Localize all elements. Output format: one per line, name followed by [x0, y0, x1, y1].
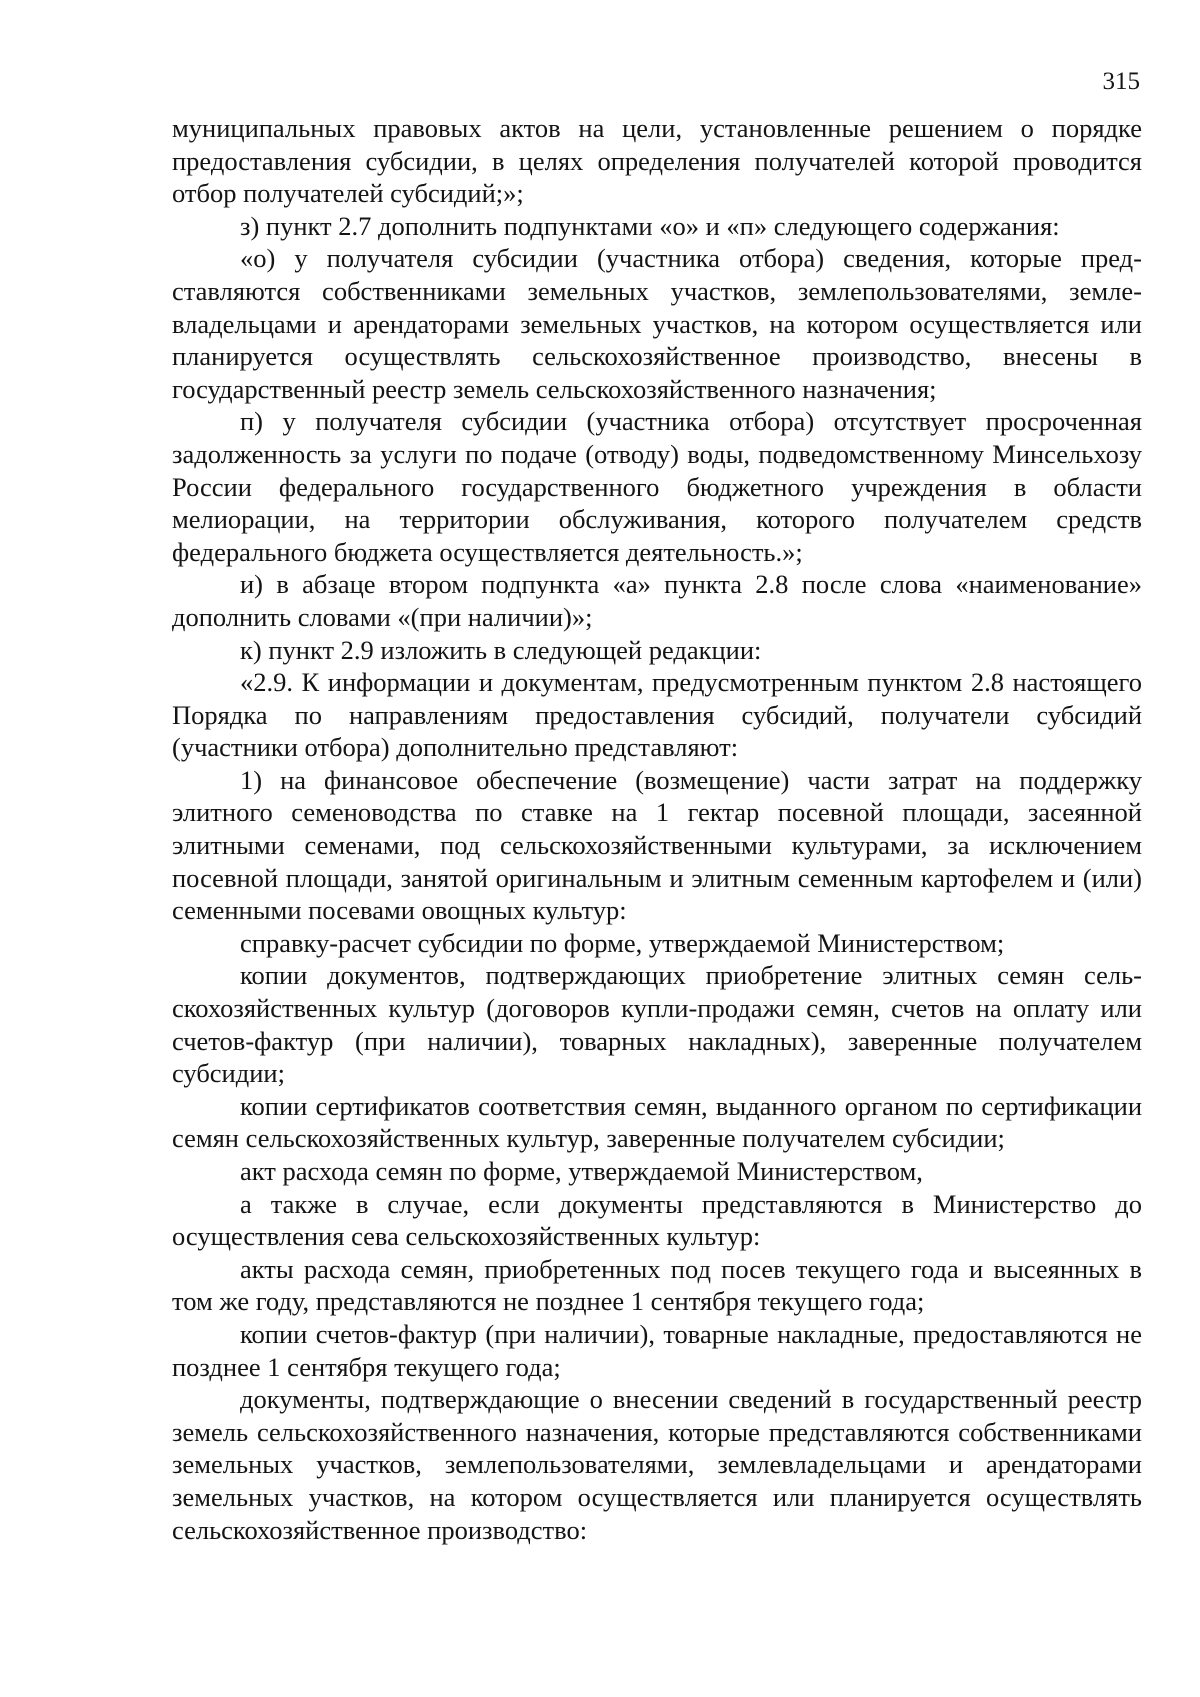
- paragraph: а также в случае, если документы представляются в Министерство до осуществления сева сельскохозяйственных культур:: [172, 1188, 1142, 1252]
- paragraph: 1) на финансовое обеспечение (возмещение) части затрат на поддержку элитного семеноводства по ставке на 1 гектар посевной площади, засеянной элитными семенами, под сельскохозяйственными культурами, за исключением посевной площади, занятой оригинальным и элитным семенным картофелем и (или) семенными посевами овощных культур:: [172, 764, 1142, 926]
- paragraph: «2.9. К информации и документам, предусмотренным пунктом 2.8 настоящего Порядка по направлениям предоставления субсидий, получатели субсидий (участники отбора) дополнительно представляют:: [172, 667, 1142, 763]
- body-text: [172, 112, 1142, 1546]
- paragraph: копии сертификатов соответствия семян, выданного органом по сертификации семян сельскохозяйственных культур, заверенные получателем субсидии;: [172, 1090, 1142, 1154]
- page-number: 315: [1102, 68, 1140, 95]
- paragraph: акты расхода семян, приобретенных под посев текущего года и высеянных в том же году, представляются не позднее 1 сентября текущего года;: [172, 1253, 1142, 1317]
- paragraph: з) пункт 2.7 дополнить подпунктами «о» и «п» следующего содержания:: [240, 210, 1060, 241]
- paragraph: муниципальных правовых актов на цели, установленные решением о порядке предоставления субсидии, в целях определения получателей которой проводится отбор получателей субсидий;»;: [172, 113, 1142, 209]
- paragraph: акт расхода семян по форме, утверждаемой Министерством,: [240, 1156, 923, 1186]
- paragraph: к) пункт 2.9 изложить в следующей редакции:: [240, 634, 762, 665]
- paragraph: п) у получателя субсидии (участника отбора) отсутствует просроченная задолженность за услуги по подаче (отводу) воды, подведомственному Минсельхозу России федерального государственного бюджетного учреждения в области мелиорации, на территории обслуживания, которого получателем средств федерального бюджета осуществляется деятельность.»;: [172, 406, 1142, 567]
- paragraph: копии счетов-фактур (при наличии), товарные накладные, предоставляются не позднее 1 сентября текущего года;: [172, 1318, 1142, 1382]
- paragraph: документы, подтверждающие о внесении сведений в государственный реестр земель сельскохозяйственного назначения, которые представляются собственниками земельных участков, землепользователями, землевладельцами и арендаторами земельных участков, на котором осуществляется или планируется осуществлять сельскохозяйственное производство:: [172, 1384, 1142, 1545]
- paragraph: «о) у получателя субсидии (участника отбора) сведения, которые представляются собственниками земельных участков, землепользователями, землевладельцами и арендаторами земельных участков, на котором осуществляется или планируется осуществлять сельскохозяйственное производство, внесены в государственный реестр земель сельскохозяйственного назначения;: [172, 243, 1142, 404]
- paragraph: копии документов, подтверждающих приобретение элитных семян сельскохозяйственных культур (договоров купли-продажи семян, счетов на оплату или счетов-фактур (при наличии), товарных накладных), заверенные получателем субсидии;: [172, 960, 1142, 1089]
- paragraph: и) в абзаце втором подпункта «а» пункта 2.8 после слова «наименование» дополнить словами «(при наличии)»;: [172, 569, 1142, 632]
- paragraph: справку-расчет субсидии по форме, утверждаемой Министерством;: [240, 927, 1005, 958]
